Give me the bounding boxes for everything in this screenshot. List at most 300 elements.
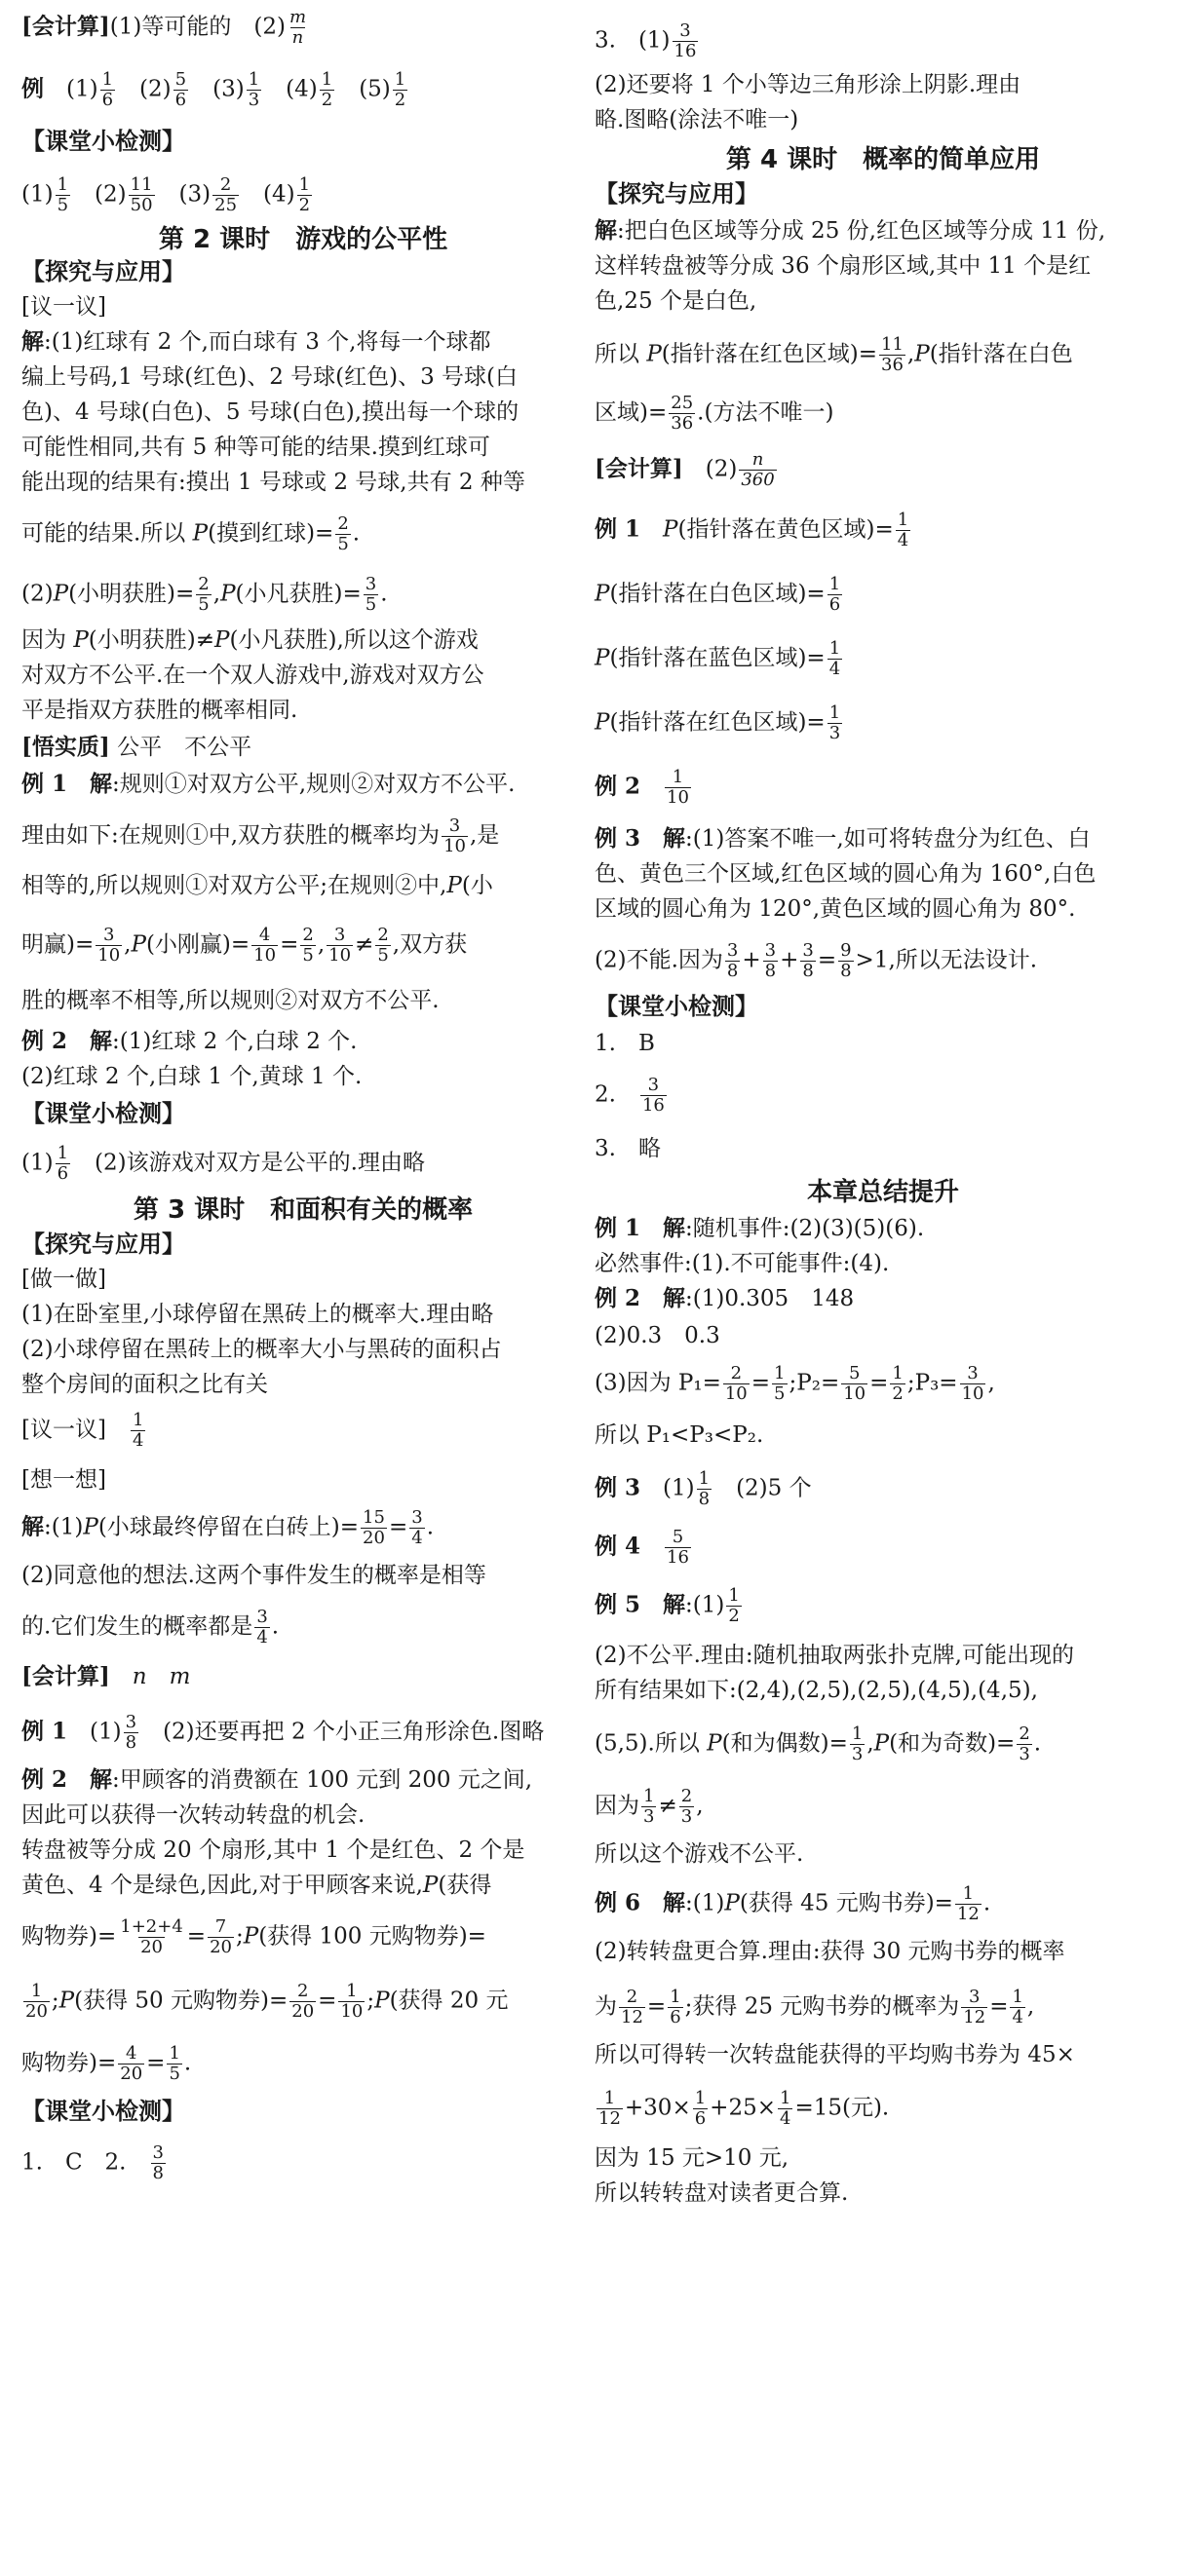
fraction-numerator: 1+2+4 [120,1916,183,1937]
fraction [960,1364,986,1404]
text-line [595,768,693,808]
text-run [640,775,663,800]
text-line [595,511,912,550]
text-run: 平是指双方获胜的概率相同. [21,698,298,723]
text-line [595,1988,1034,2027]
math-variable: P [83,1514,98,1540]
fraction-denominator: 5 [302,945,314,966]
fraction [208,1917,234,1957]
fraction-numerator: 1 [698,1468,711,1489]
text-run: . [380,581,388,607]
fraction-numerator: 1 [30,1981,43,2001]
text-line [21,1800,365,1830]
text-run: = [989,1993,1009,2020]
math-variable: P [220,581,236,607]
text-run: 公平 不公平 [109,735,252,760]
text-line [21,1662,190,1691]
fraction-numerator: 1 [670,1987,681,2007]
text-run: (小明获胜)≠ [88,627,215,653]
math-variable: P [73,627,89,653]
label-bold: 例 1 [21,771,68,797]
fraction-denominator: 8 [802,961,814,981]
text-run: [做一做] [21,1267,106,1292]
fraction-numerator: 3 [969,1987,981,2007]
fraction [320,70,334,110]
fraction-numerator: 2 [626,1987,638,2007]
fraction-denominator: 8 [726,961,739,981]
fraction [669,394,695,434]
text-line [21,327,490,357]
fraction-numerator: m [289,7,307,27]
text-run: (2)0.3 0.3 [595,1323,720,1348]
fraction [726,1586,741,1626]
fraction-denominator: 5 [377,945,389,966]
fraction-denominator: 10 [843,1383,866,1404]
math-variable: P [646,341,662,367]
fraction [890,1364,904,1404]
fraction [251,926,278,966]
text-run: 所以这个游戏不公平. [595,1841,804,1867]
text-run: 色)、4 号球(白色)、5 号球(白色),摸出每一个球的 [21,399,520,425]
text-run: (小 [461,873,493,898]
math-variable: P [663,516,678,543]
fraction [673,21,699,61]
math-variable: P [595,581,610,607]
label-bold: 例 5 [595,1591,641,1618]
text-run [640,1534,663,1560]
text-run: 相等的,所以规则①对双方公平;在规则②中, [21,873,447,898]
section-title: 本章总结提升 [806,1178,959,1207]
text-run: 色、黄色三个区域,红色区域的圆心角为 160°,白色 [595,861,1097,887]
text-run: ; [51,1988,59,2014]
fraction-numerator: 3 [256,1607,268,1627]
text-run: 区域的圆心角为 120°,黄色区域的圆心角为 80°. [595,896,1076,922]
text-run: 对双方不公平.在一个双人游戏中,游戏对双方公 [21,663,484,688]
fraction-denominator: 2 [298,195,311,215]
fraction-numerator: 1 [57,174,69,195]
fraction [442,816,468,856]
text-line [595,1724,1041,1764]
fraction-numerator: 2 [377,925,389,945]
text-line [595,1676,1038,1705]
math-variable: P [446,873,462,898]
fraction [772,1364,787,1404]
text-run: (小凡获胜)= [235,581,362,607]
fraction-denominator: 6 [828,594,841,615]
text-run [640,826,663,852]
fraction-denominator: 6 [670,2007,681,2027]
text-run: (小明获胜)= [68,581,195,607]
fraction-numerator: 1 [851,1724,864,1744]
text-line [595,2143,789,2173]
text-run: 所以 P₁<P₃<P₂. [595,1422,764,1448]
text-line [21,514,360,554]
text-line [595,1076,669,1116]
text-run: 黄色、4 个是绿色,因此,对于甲顾客来说, [21,1873,423,1898]
fraction-denominator: 10 [667,787,689,808]
fraction [850,1724,865,1764]
fraction-denominator: 8 [698,1489,711,1509]
text-run: :(1)0.305 148 [685,1286,855,1311]
fraction-numerator: 1 [694,2088,707,2108]
text-line [595,703,844,743]
fraction-denominator: 20 [120,2064,143,2084]
fraction [364,575,378,615]
fraction-numerator: 2 [198,574,210,594]
fraction-numerator: 5 [174,69,187,90]
text-line [21,1917,486,1957]
label-bold: [会计算] [21,13,110,40]
text-run: = [869,1370,889,1396]
label-bold: [会计算] [21,1663,110,1689]
fraction-denominator: 12 [598,2108,621,2129]
text-run: (和为偶数)= [721,1730,848,1757]
text-run: (2)红球 2 个,白球 1 个,黄球 1 个. [21,1064,363,1089]
text-run: 因为 [21,627,74,653]
text-line [21,257,185,287]
text-run: [议一议] [21,1417,129,1443]
fraction-denominator: 10 [724,1383,748,1404]
text-line [595,1528,693,1568]
text-run: , [317,931,326,958]
fraction-denominator: 12 [963,2007,986,2027]
fraction-denominator: 16 [667,1547,689,1568]
fraction-denominator: 10 [443,836,466,856]
fraction-denominator: 3 [828,723,841,743]
fraction-denominator: 10 [328,945,352,966]
text-run: . [352,520,361,547]
text-run: (2)不能.因为 [595,947,723,973]
text-run: ;P₃= [906,1370,958,1396]
text-run [67,1029,90,1054]
fraction [375,926,390,966]
math-variable: P [724,1890,740,1916]
text-run: . [183,2050,192,2076]
fraction [879,335,905,375]
text-line [21,733,251,762]
text-line [21,1465,106,1495]
text-line [595,1421,763,1450]
fraction-denominator: 25 [214,195,238,215]
fraction-denominator: 8 [764,961,777,981]
fraction [961,1988,987,2027]
text-run: :随机事件:(2)(3)(5)(6). [685,1216,925,1241]
fraction-denominator: 20 [291,2001,315,2022]
text-run: (获得 [438,1873,492,1898]
text-line [21,1062,362,1091]
label-bold: 例 3 [595,1474,641,1501]
text-run: (5) [336,76,391,102]
text-line [21,70,409,110]
text-line [21,1230,185,1260]
text-run: 略.图略(涂法不唯一) [595,107,799,133]
text-run: (指针落在红色区域)= [609,709,826,736]
math-variable: P [53,581,69,607]
text-run: 1. B [595,1031,655,1056]
math-variable: P [422,1873,439,1898]
text-line [21,575,388,615]
text-run: (1)等可能的 (2) [109,14,286,40]
fraction-numerator: 1 [1012,1987,1023,2007]
fraction-numerator: 3 [333,925,346,945]
fraction-denominator: 5 [774,1383,786,1404]
text-run: (2)同意他的想法.这两个事件发生的概率是相等 [21,1563,486,1588]
fraction-denominator: 4 [132,1430,144,1451]
text-line [21,1144,425,1184]
math-variable: P [914,341,930,367]
fraction [288,8,308,48]
text-run: (小刚赢)= [145,931,250,958]
fraction-denominator: 3 [643,1806,655,1827]
fraction-denominator: 20 [363,1528,385,1548]
text-line [595,450,779,490]
fraction-numerator: 9 [840,940,852,961]
text-line [595,941,1037,981]
fraction-denominator: 10 [253,945,277,966]
text-run: :(1) [685,1592,725,1618]
text-line [21,696,297,725]
text-line [21,816,499,856]
fraction-denominator: 12 [621,2007,643,2027]
text-line [595,1787,704,1827]
fraction [338,1982,365,2022]
section-title: 第 4 课时 概率的简单应用 [725,145,1041,174]
text-run: = [186,1923,207,1950]
text-line [21,1099,185,1129]
fraction [697,1469,712,1509]
fraction-denominator: 8 [152,2163,164,2183]
fraction-numerator: n [751,449,764,470]
fraction [96,926,122,966]
text-line [21,1713,544,1753]
text-run: (2)转转盘更合算.理由:获得 30 元购书券的概率 [595,1939,1065,1964]
fraction [800,941,815,981]
fraction-numerator: 2 [219,174,232,195]
fraction-numerator: 3 [726,940,739,961]
text-run: 所以 [595,341,647,367]
text-run: ,双方获 [392,931,468,958]
text-run: (1)在卧室里,小球停留在黑砖上的概率大.理由略 [21,1302,494,1327]
math-variable: P [131,931,146,958]
text-run: >1,所以无法设计. [855,947,1038,973]
label-bold: 例 2 [21,1766,68,1793]
text-line [21,1265,106,1294]
fraction [129,175,155,215]
text-line [21,127,185,157]
fraction-numerator: 3 [647,1075,660,1095]
fraction-numerator: 1 [728,1585,740,1606]
text-run: :(1) [44,1514,84,1540]
text-line [21,1765,532,1795]
fraction-denominator: 6 [57,1163,69,1184]
fraction [196,575,211,615]
text-run: 可能的结果.所以 [21,520,193,547]
text-line [21,1335,502,1364]
fraction [693,2089,708,2129]
fraction-denominator: 6 [694,2108,707,2129]
text-line [595,1284,854,1313]
fraction-denominator: 4 [828,659,841,679]
text-line [21,661,484,690]
text-run [67,1767,90,1793]
fraction-numerator: 3 [802,940,814,961]
fraction-denominator: 3 [680,1806,693,1827]
fraction-numerator: 11 [881,334,904,355]
text-run: 能出现的结果有:摸出 1 号球或 2 号球,共有 2 种等 [21,470,525,495]
fraction-denominator: 5 [337,534,349,554]
section-heading: 【探究与应用】 [21,258,185,285]
text-run: 色,25 个是白色, [595,288,757,314]
text-line [21,1411,147,1451]
text-line [21,986,440,1015]
text-run: +25× [710,2095,776,2121]
fraction-numerator: 3 [365,574,377,594]
text-run: (获得 20 元 [389,1988,509,2014]
fraction [640,1076,667,1116]
text-run: 3. 略 [595,1136,661,1161]
text-run: , [866,1730,874,1757]
label-bold: 解 [21,328,44,355]
fraction [118,2044,144,2084]
text-run: = [750,1370,771,1396]
text-run: 所以转转盘对读者更合算. [595,2180,849,2206]
fraction [361,1508,387,1548]
fraction-denominator: 50 [130,195,153,215]
fraction-denominator: 3 [1019,1744,1030,1764]
fraction-denominator: 5 [57,195,69,215]
text-run: ,是 [469,822,500,849]
math-variable: P [873,1730,890,1757]
text-line [595,216,1105,246]
text-line [21,398,519,427]
text-run: (4) [263,76,318,102]
fraction-denominator: n [291,27,304,48]
section-heading: 【探究与应用】 [21,1231,185,1258]
text-run: (获得 100 元购物券)= [258,1923,486,1950]
text-run: 因为 15 元>10 元, [595,2145,789,2171]
text-run: (2) [21,581,54,607]
text-run: 1. C 2. [21,2149,149,2176]
fraction [668,1988,682,2027]
label-bold: 例 2 [595,1285,641,1311]
fraction-denominator: 4 [897,530,909,550]
text-run: , [906,341,915,367]
fraction [665,1528,691,1568]
text-run: (1) [21,1150,54,1176]
fraction [289,1982,316,2022]
text-line [595,2178,848,2208]
fraction [56,1144,70,1184]
fraction-denominator: 10 [340,2001,364,2022]
fraction [212,175,239,215]
section-title: 第 2 课时 游戏的公平性 [158,225,448,254]
text-line [21,292,106,322]
fraction-denominator: 2 [892,1383,904,1404]
label-bold: 解 [663,1591,686,1618]
text-line [21,2044,191,2084]
fraction [327,926,353,966]
text-run: (小凡获胜),所以这个游戏 [229,627,479,653]
fraction [124,1713,138,1753]
text-run: (摸到红球)= [208,520,334,547]
text-run: (1) [44,76,98,102]
text-line [595,575,844,615]
text-run [640,1891,663,1916]
fraction-numerator: 3 [125,1712,137,1732]
fraction-numerator: 2 [1019,1724,1030,1744]
fraction-numerator: 1 [643,1786,655,1806]
fraction-numerator: 5 [672,1527,684,1547]
text-run: (2)不公平.理由:随机抽取两张扑克牌,可能出现的 [595,1643,1074,1668]
text-run: . [982,1890,991,1916]
text-run: (获得 45 元购书券)= [739,1890,953,1916]
text-run: (2)还要将 1 个小等边三角形涂上阴影.理由 [595,72,1021,97]
fraction-numerator: 3 [764,940,777,961]
label-bold: 例 2 [595,773,641,800]
fraction-numerator: 2 [296,1981,309,2001]
math-variable: P [58,1988,75,2014]
text-line [595,70,1020,99]
fraction [739,450,776,490]
text-run: (3)因为 P₁= [595,1370,721,1396]
fraction [1017,1724,1031,1764]
label-bold: 解 [663,1215,686,1241]
text-run: (指针落在白色区域)= [609,581,826,607]
fraction-numerator: 1 [672,767,684,787]
fraction-numerator: 3 [448,815,461,836]
fraction [393,70,407,110]
fraction [827,639,842,679]
text-run: ≠ [355,931,374,958]
fraction [723,1364,750,1404]
text-run: (2) [682,456,738,482]
fraction [167,2044,181,2084]
fraction [619,1988,645,2027]
label-bold: 例 [21,75,44,102]
text-run: (2)该游戏对双方是公平的.理由略 [72,1150,425,1176]
text-run: (3) [156,181,212,208]
text-run: (4) [241,181,295,208]
text-run: (1) [67,1719,122,1745]
fraction-numerator: 1 [101,69,114,90]
fraction-numerator: 25 [671,393,694,413]
text-line [595,639,844,679]
text-run: , [987,1370,995,1396]
fraction [131,1411,145,1451]
text-line [21,625,479,655]
text-run: , [212,581,221,607]
text-run: = [280,931,299,958]
text-run: 必然事件:(1).不可能事件:(4). [595,1251,890,1276]
fraction [151,2143,166,2183]
label-bold: 解 [663,825,686,852]
fraction [841,1364,867,1404]
fraction-denominator: 20 [140,1937,163,1957]
label-bold: 解 [90,1028,113,1054]
math-variable: P [595,645,610,671]
fraction-denominator: 20 [210,1937,232,1957]
math-variable: P [192,520,209,547]
fraction [641,1787,656,1827]
label-bold: 例 6 [595,1889,641,1916]
text-line [595,1839,803,1869]
fraction-denominator: 2 [728,1606,740,1626]
math-variable: P [243,1923,259,1950]
text-line [21,1370,268,1399]
text-line [21,8,310,48]
fraction-denominator: 360 [741,470,775,490]
text-run [640,517,663,543]
